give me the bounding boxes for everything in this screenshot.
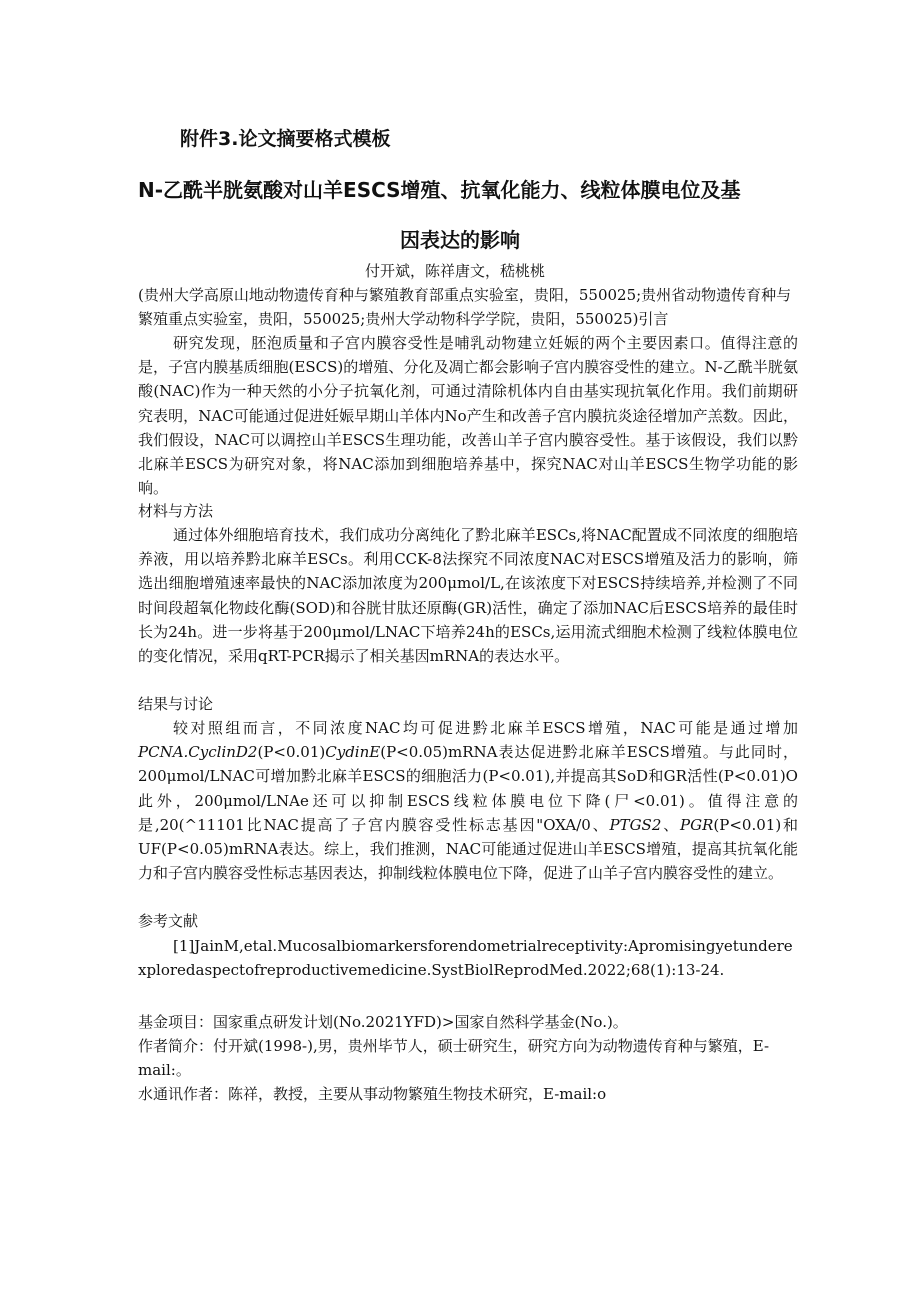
author-list: 付开斌，陈祥唐文，嵇桃桃 bbox=[365, 262, 546, 280]
gene-name-pgr: PGR bbox=[680, 815, 714, 834]
correspondence-note: 水通讯作者：陈祥，教授，主要从事动物繁殖生物技术研究，E-mail:o bbox=[138, 1085, 607, 1103]
introduction-paragraph: 研究发现，胚泡质量和子宫内膜容受性是哺乳动物建立妊娠的两个主要因素口。值得注意的是，子宫内膜基质细胞(ESCS)的增殖、分化及凋亡都会影响子宫内膜容受性的建立。N-乙酰半胱氨酸(NAC)作为一种天然的小分子抗氧化剂，可通过清除机体内自由基实现抗氧化作用。我们前期研究表明，NAC可能通过促进妊娠早期山羊体内No产生和改善子宫内膜抗炎途径增加产羔数。因此，我们假设，NAC可以调控山羊ESCS生理功能，改善山羊子宫内膜容受性。基于该假设，我们以黔北麻羊ESCS为研究对象，将NAC添加到细胞培养基中，探究NAC对山羊ESCS生物学功能的影响。 bbox=[138, 334, 798, 498]
gene-name-pcna-cyclind2: PCNA.CyclinD2 bbox=[138, 743, 258, 762]
methods-section bbox=[138, 523, 798, 668]
results-text-5: (P<0.01)和UF(P<0.05)mRNA表达。综上，我们推测，NAC可能通过促进山羊ESCS增殖，提高其抗氧化能力和子宫内膜容受性标志基因表达，抑制线粒体膜电位下降，促进了山羊子宫内膜容受性的建立。 bbox=[138, 815, 798, 883]
results-text-2: (P<0.01) bbox=[257, 743, 326, 762]
author-bio-note: 作者简介：付开斌(1998-),男，贵州毕节人，硕士研究生，研究方向为动物遗传育种与繁殖，E-mail:。 bbox=[138, 1037, 770, 1079]
references-heading bbox=[138, 909, 798, 933]
results-heading bbox=[138, 692, 798, 716]
methods-heading bbox=[138, 499, 798, 523]
results-heading-text: 结果与讨论 bbox=[138, 695, 214, 713]
paper-title-line-2: 因表达的影响 bbox=[400, 228, 520, 252]
results-text-3: (P<0.05)mRNA表达促进黔北麻羊ESCS增殖。与此同时，200μmol/LNAC可增加黔北麻羊ESCS的细胞活力(P<0.01),并提高其SoD和GR活性(P<0.01)O此外，200μmol/LNAe还可以抑制ESCS线粒体膜电位下降(尸<0.01)。值得注意的是,20(^11101比NAC提高了子宫内膜容受性标志基因"OXA/0、 bbox=[138, 743, 798, 834]
gene-name-ptgs2: PTGS2 bbox=[609, 815, 662, 834]
affiliation: (贵州大学高原山地动物遗传育种与繁殖教育部重点实验室，贵阳，550025;贵州省动物遗传育种与繁殖重点实验室，贵阳，550025;贵州大学动物科学学院，贵阳，550025)引言 bbox=[138, 286, 792, 328]
results-text-1: 较对照组而言，不同浓度NAC均可促进黔北麻羊ESCS增殖，NAC可能是通过增加 bbox=[173, 719, 798, 737]
funding-note: 基金项目：国家重点研发计划(No.2021YFD)>国家自然科学基金(No.)。 bbox=[138, 1013, 628, 1031]
attachment-heading: 附件3.论文摘要格式模板 bbox=[180, 128, 391, 150]
methods-paragraph: 通过体外细胞培育技术，我们成功分离纯化了黔北麻羊ESCs,将NAC配置成不同浓度的细胞培养液，用以培养黔北麻羊ESCs。利用CCK-8法探究不同浓度NAC对ESCS增殖及活力的影响，筛选出细胞增殖速率最快的NAC添加浓度为200μmol/L,在该浓度下对ESCS持续培养,并检测了不同时间段超氧化物歧化酶(SOD)和谷胱甘肽还原酶(GR)活性，确定了添加NAC后ESCS培养的最佳时长为24h。进一步将基于200μmol/LNAC下培养24h的ESCs,运用流式细胞术检测了线粒体膜电位的变化情况，采用qRT-PCR揭示了相关基因mRNA的表达水平。 bbox=[138, 526, 798, 666]
gene-name-cycline: CydinE bbox=[325, 743, 381, 762]
results-section bbox=[138, 716, 798, 885]
results-text-4: 、 bbox=[661, 815, 681, 834]
references-list bbox=[138, 934, 798, 982]
introduction-section bbox=[138, 331, 798, 500]
references-heading-text: 参考文献 bbox=[138, 912, 199, 930]
results-paragraph bbox=[138, 716, 798, 885]
methods-heading-text: 材料与方法 bbox=[138, 502, 214, 520]
paper-title-line-1: N-乙酰半胱氨酸对山羊ESCS增殖、抗氧化能力、线粒体膜电位及基 bbox=[138, 178, 741, 202]
reference-item: [1]JainM,etal.Mucosalbiomarkersforendometrialreceptivity:Apromisingyetunderexploredaspectofreproductivemedicine.SystBiolReprodMed.2022;68(1):13-24. bbox=[138, 937, 793, 980]
